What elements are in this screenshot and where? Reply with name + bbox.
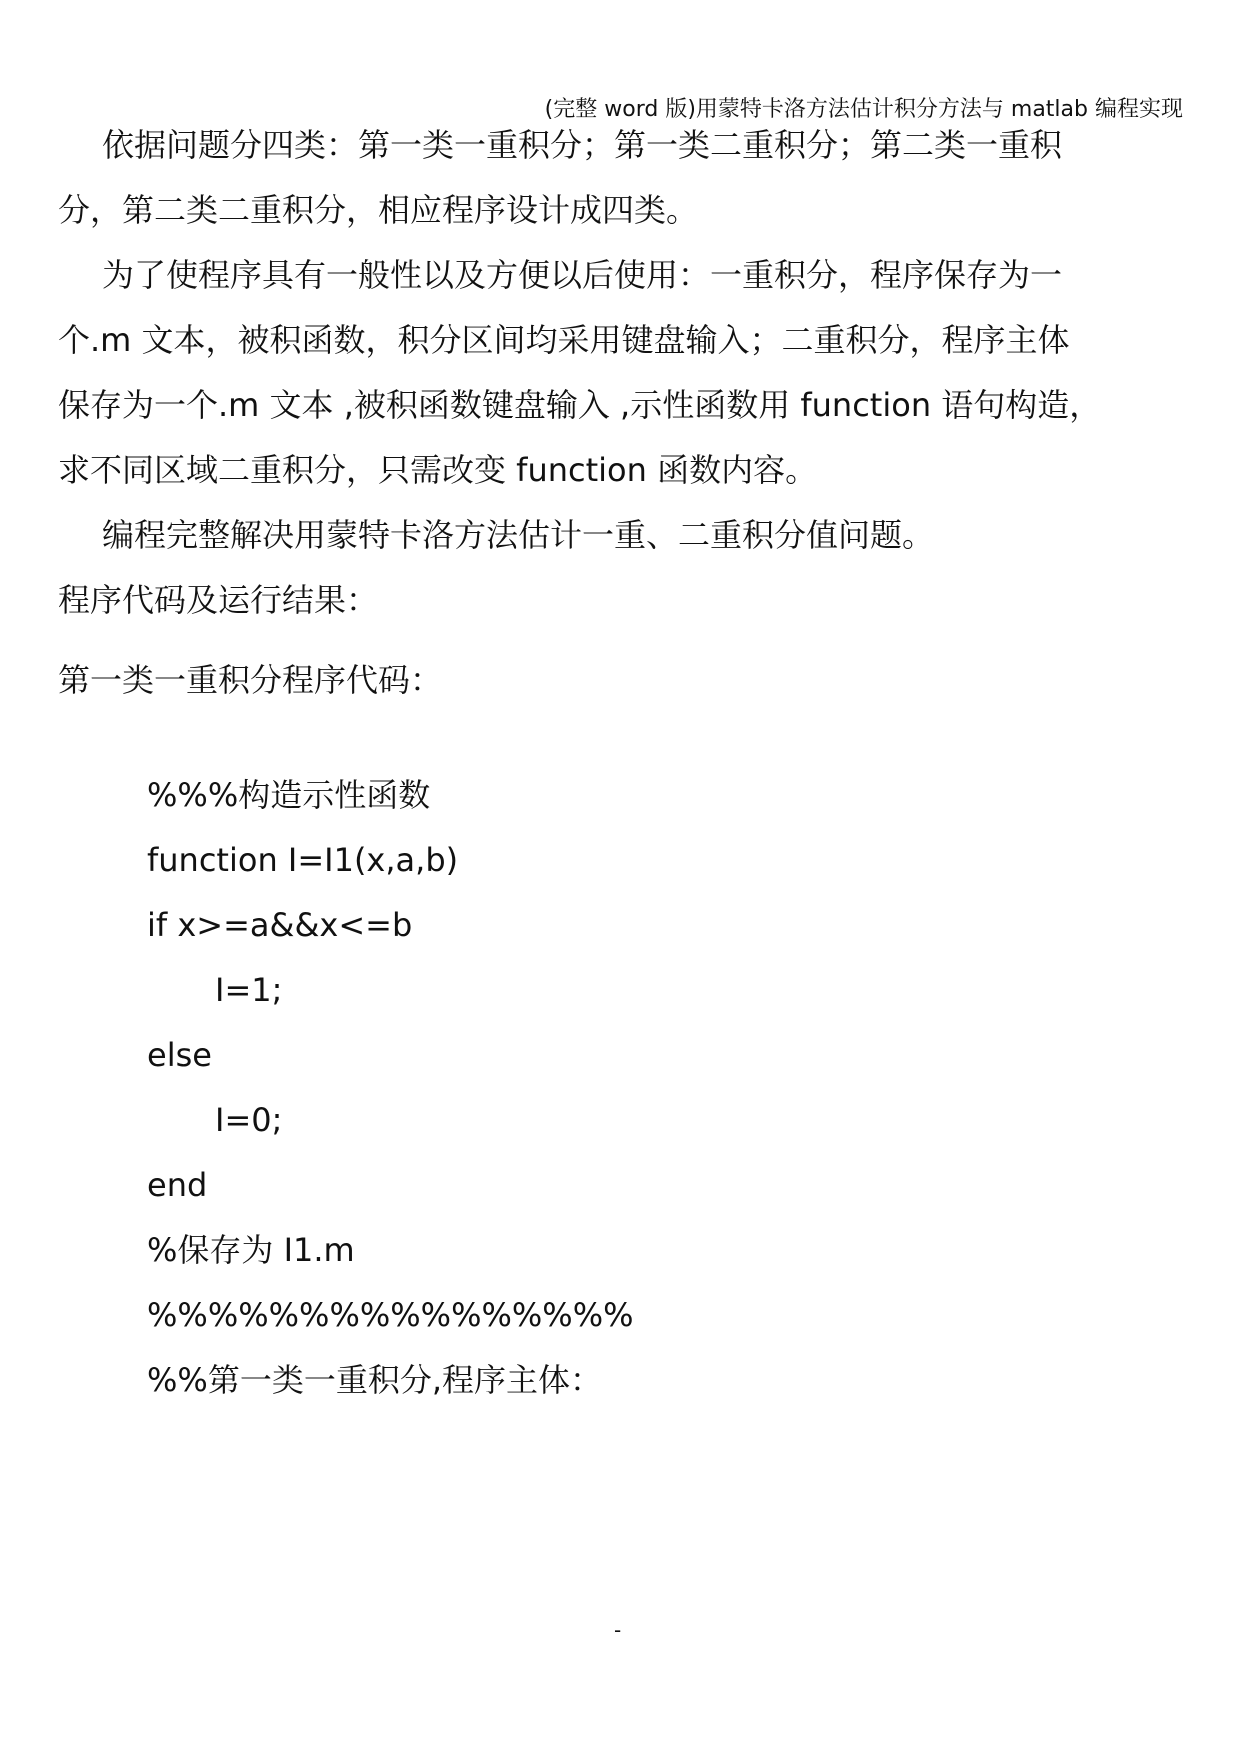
section-heading-results: 程序代码及运行结果：	[58, 581, 379, 619]
code-line-end: end	[147, 1166, 208, 1204]
paragraph-2-line-4: 求不同区域二重积分，只需改变 function 函数内容。	[58, 451, 818, 489]
paragraph-1-line-2: 分，第二类二重积分，相应程序设计成四类。	[58, 191, 699, 229]
paragraph-2-line-3: 保存为一个.m 文本 ,被积函数键盘输入 ,示性函数用 function 语句构造，	[58, 386, 1102, 424]
code-line-main-comment: %%第一类一重积分,程序主体：	[147, 1361, 602, 1399]
page-header: (完整 word 版)用蒙特卡洛方法估计积分方法与 matlab 编程实现	[544, 97, 1183, 122]
code-line-i-one: I=1;	[215, 971, 283, 1009]
code-line-save-comment: %保存为 I1.m	[147, 1231, 355, 1269]
code-line-i-zero: I=0;	[215, 1101, 283, 1139]
code-line-separator: %%%%%%%%%%%%%%%%	[147, 1296, 634, 1334]
code-line-function: function I=I1(x,a,b)	[147, 841, 459, 879]
code-line-comment-indicator: %%%构造示性函数	[147, 776, 431, 814]
code-line-if: if x>=a&&x<=b	[147, 906, 413, 944]
paragraph-1-line-1: 依据问题分四类：第一类一重积分；第一类二重积分；第二类一重积	[102, 126, 1063, 164]
paragraph-3-line-1: 编程完整解决用蒙特卡洛方法估计一重、二重积分值问题。	[102, 516, 935, 554]
paragraph-2-line-1: 为了使程序具有一般性以及方便以后使用：一重积分，程序保存为一	[102, 256, 1063, 294]
page-footer-mark: -	[614, 1618, 622, 1642]
section-heading-code: 第一类一重积分程序代码：	[58, 661, 443, 699]
paragraph-2-line-2: 个.m 文本，被积函数，积分区间均采用键盘输入；二重积分，程序主体	[58, 321, 1070, 359]
code-line-else: else	[147, 1036, 212, 1074]
